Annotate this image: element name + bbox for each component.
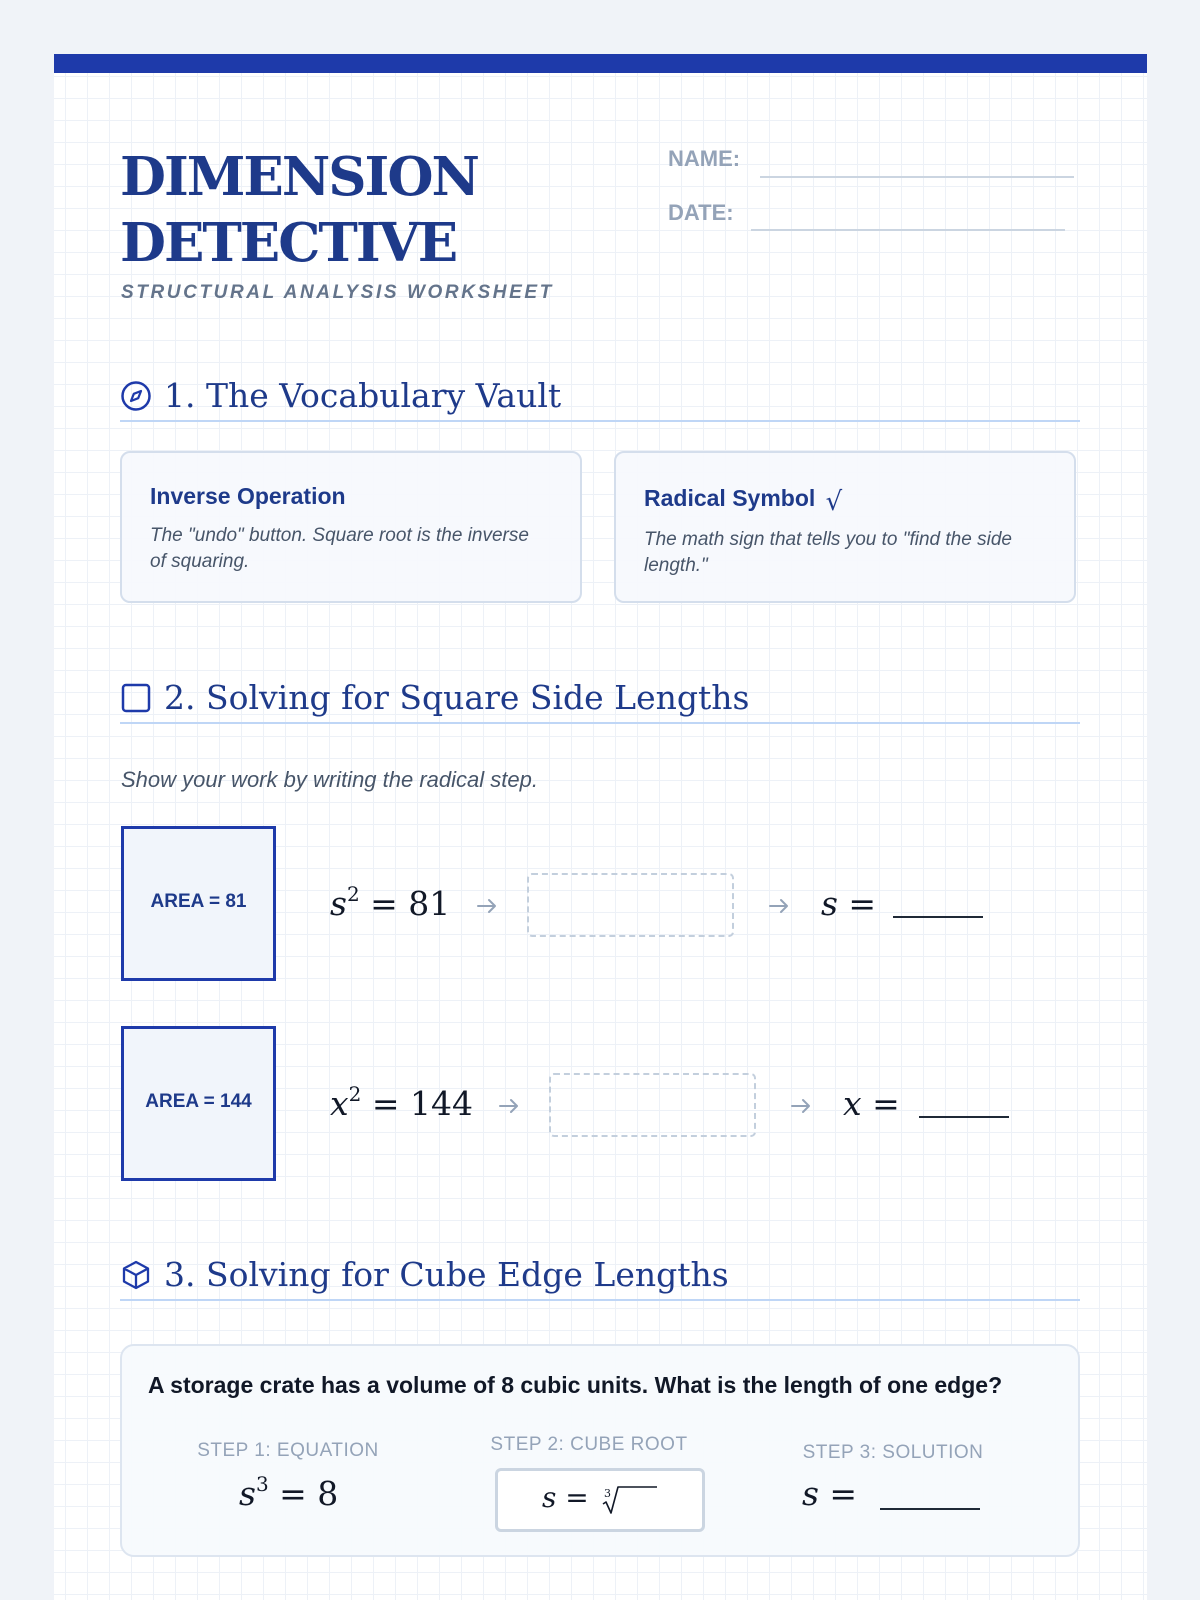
- step-2-label: STEP 2: CUBE ROOT: [490, 1434, 688, 1455]
- section-2-title: 2. Solving for Square Side Lengths: [164, 678, 750, 717]
- equation-exponent: 2: [346, 882, 360, 906]
- section-square-heading: [120, 676, 1080, 724]
- radical-step-input[interactable]: [549, 1073, 756, 1137]
- area-label: AREA = 144: [145, 1091, 252, 1112]
- vocab-card-inverse-operation: [120, 451, 582, 603]
- answer-blank[interactable]: [919, 1116, 1009, 1118]
- name-label: NAME:: [668, 146, 741, 171]
- page-title: [120, 144, 478, 276]
- date-field[interactable]: [751, 229, 1065, 231]
- arrow-right-icon: [790, 1098, 812, 1114]
- radical-sign-icon: [601, 1485, 659, 1515]
- result-prefix: [821, 884, 876, 923]
- section-3-title: 3. Solving for Cube Edge Lengths: [164, 1255, 729, 1294]
- square-equation: [330, 1084, 473, 1123]
- cube-icon: [120, 1259, 152, 1291]
- vocab-definition: The "undo" button. Square root is the inverse of squaring.: [150, 525, 529, 572]
- area-label: AREA = 81: [150, 891, 247, 912]
- vocab-definition: The math sign that tells you to "find the side length.": [644, 529, 1012, 576]
- arrow-right-icon: [768, 898, 790, 914]
- equation-exponent: 3: [255, 1472, 269, 1496]
- section-1-title: 1. The Vocabulary Vault: [164, 376, 562, 415]
- top-accent-bar: [54, 54, 1147, 73]
- arrow-right-icon: [476, 898, 498, 914]
- worksheet-page: [54, 54, 1147, 1600]
- section-vocabulary-heading: [120, 374, 1080, 422]
- step-2-lhs: s =: [542, 1481, 589, 1514]
- compass-icon: [120, 380, 152, 412]
- equation-variable: x: [330, 1084, 349, 1123]
- cube-problem-card: [120, 1344, 1080, 1557]
- equation-variable: s: [330, 884, 347, 923]
- equation-exponent: 2: [348, 1082, 362, 1106]
- vocab-card-radical-symbol: [614, 451, 1076, 603]
- square-icon: [120, 682, 152, 714]
- step-3-label: STEP 3: SOLUTION: [802, 1442, 984, 1463]
- equation-rhs: = 8: [279, 1474, 339, 1513]
- square-equation: [330, 884, 450, 923]
- radical-step-input[interactable]: [527, 873, 734, 937]
- equation-rhs: = 81: [370, 884, 451, 923]
- area-square: [121, 826, 276, 981]
- page-subtitle: STRUCTURAL ANALYSIS WORKSHEET: [121, 282, 554, 303]
- title-line-1: DIMENSION: [120, 146, 478, 208]
- result-prefix: [843, 1084, 900, 1123]
- instruction-text: Show your work by writing the radical step.: [121, 767, 538, 792]
- date-label: DATE:: [668, 200, 734, 225]
- step-1-equation: [239, 1474, 338, 1513]
- vocab-term: Radical Symbol: [644, 485, 816, 511]
- equation-rhs: = 144: [371, 1084, 473, 1123]
- arrow-right-icon: [498, 1098, 520, 1114]
- result-prefix-text: s =: [802, 1474, 858, 1513]
- equation-variable: s: [239, 1474, 256, 1513]
- vocab-term-row: [644, 483, 843, 517]
- cube-root-input[interactable]: [495, 1468, 705, 1532]
- vocab-term: Inverse Operation: [150, 483, 346, 509]
- answer-blank[interactable]: [880, 1508, 980, 1510]
- step-1-label: STEP 1: EQUATION: [197, 1440, 379, 1461]
- problem-question: A storage crate has a volume of 8 cubic units. What is the length of one edge?: [148, 1372, 1003, 1398]
- root-index: 3: [604, 1487, 611, 1500]
- name-field[interactable]: [760, 176, 1074, 178]
- area-square: [121, 1026, 276, 1181]
- title-line-2: DETECTIVE: [120, 212, 457, 274]
- result-prefix-text: x =: [843, 1084, 900, 1123]
- answer-blank[interactable]: [893, 916, 983, 918]
- section-cube-heading: [120, 1253, 1080, 1301]
- step-3-prefix: [802, 1474, 857, 1513]
- result-prefix-text: s =: [821, 884, 877, 923]
- radical-symbol-icon: √: [825, 487, 843, 517]
